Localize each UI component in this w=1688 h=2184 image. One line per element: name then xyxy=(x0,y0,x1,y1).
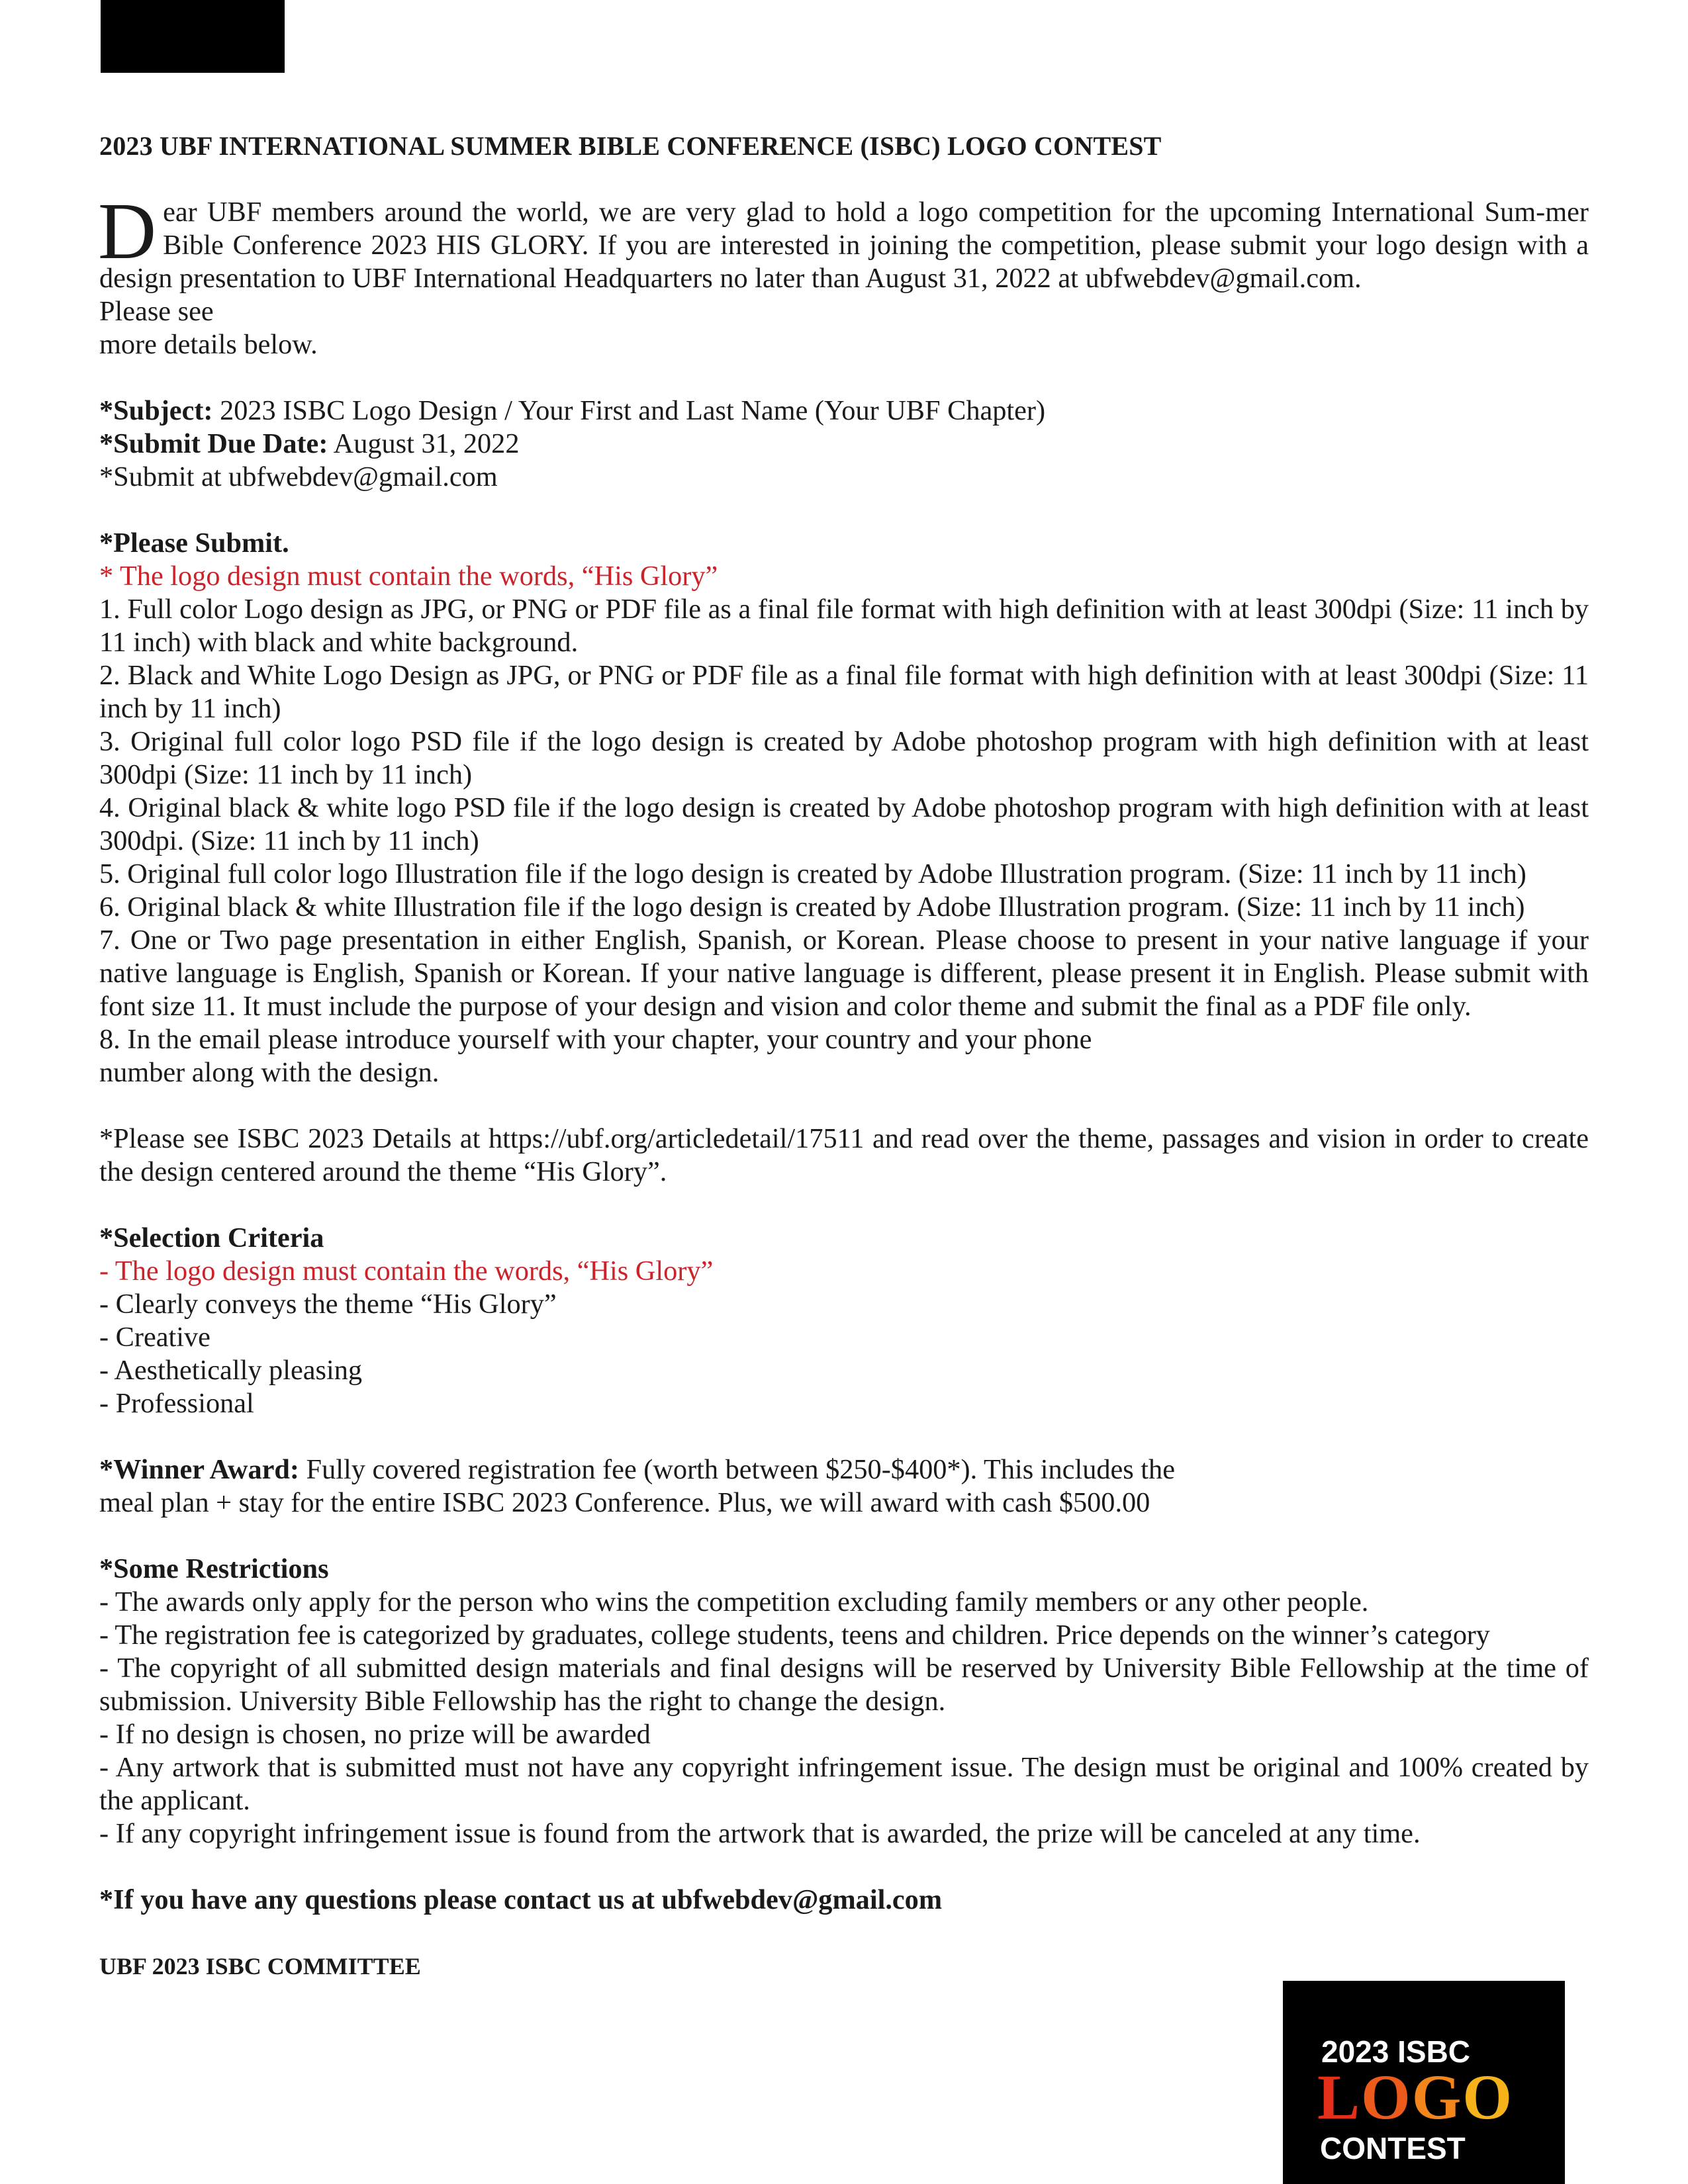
intro-line-please-see: Please see xyxy=(99,296,214,327)
header-black-block xyxy=(101,0,285,73)
due-date-label: *Submit Due Date: xyxy=(99,428,328,459)
drop-cap: D xyxy=(98,187,157,276)
selection-item-3: - Aesthetically pleasing xyxy=(99,1355,363,1386)
committee-signature: UBF 2023 ISBC COMMITTEE xyxy=(99,1953,421,1979)
restriction-item-2: - The registration fee is categorized by graduates, college students, teens and children. Price depends on the winner’s category xyxy=(99,1619,1490,1651)
award-line-1 xyxy=(99,1453,1589,1486)
selection-item-4: - Professional xyxy=(99,1388,254,1419)
award-label: *Winner Award: xyxy=(99,1454,299,1485)
logo-contest-badge xyxy=(1283,1981,1565,2184)
logo-letter-2: O xyxy=(1361,2062,1412,2132)
logo-letter-3: G xyxy=(1411,2062,1463,2132)
selection-item-2: - Creative xyxy=(99,1322,211,1353)
document-body xyxy=(99,130,1589,1983)
selection-item-1: - Clearly conveys the theme “His Glory” xyxy=(99,1289,557,1320)
restrictions-heading-text: *Some Restrictions xyxy=(99,1553,329,1584)
intro-paragraph xyxy=(98,187,1589,295)
subject-line xyxy=(99,394,1589,428)
submit-item-2: 2. Black and White Logo Design as JPG, or PNG or PDF file as a final file format with high definition with at least 300dpi (Size: 11 inch by 11 inch) xyxy=(99,660,1589,724)
restriction-item-4: - If no design is chosen, no prize will be awarded xyxy=(99,1719,651,1750)
intro-text: ear UBF members around the world, we are very glad to hold a logo competition for the upcoming International Sum-mer Bible Conference 2023 HIS GLORY. If you are interested in joining the competition, please submit your logo design with a design presentation to UBF International Headquarters no later than August 31, 2022 at ubfwebdev@gmail.com. xyxy=(99,197,1589,294)
award-line-2: meal plan + stay for the entire ISBC 2023 Conference. Plus, we will award with cash $500.00 xyxy=(99,1487,1150,1518)
due-date-line xyxy=(99,428,1589,461)
award-text-1: Fully covered registration fee (worth between $250-$400*). This includes the xyxy=(299,1454,1175,1485)
submit-item-6: 6. Original black & white Illustration file if the logo design is created by Adobe Illustration program. (Size: 11 inch by 11 inch) xyxy=(99,891,1525,923)
due-date-value: August 31, 2022 xyxy=(328,428,520,459)
submit-item-5: 5. Original full color logo Illustration file if the logo design is created by Adobe Illustration program. (Size: 11 inch by 11 inch) xyxy=(99,858,1526,889)
please-submit-note: * The logo design must contain the words, “His Glory” xyxy=(99,561,718,592)
please-submit-heading xyxy=(99,527,1589,560)
logo-word xyxy=(1317,2062,1514,2132)
contact-text: *If you have any questions please contact us at ubfwebdev@gmail.com xyxy=(99,1884,943,1915)
selection-heading-text: *Selection Criteria xyxy=(99,1222,324,1253)
submit-item-7: 7. One or Two page presentation in either English, Spanish, or Korean. Please choose to present in your native language if your native language is English, Spanish or Korean. If your native language is different, please present it in English. Please submit with font size 11. It must include the purpose of your design and vision and color theme and submit the final as a PDF file only. xyxy=(99,925,1589,1022)
restriction-item-6: - If any copyright infringement issue is found from the artwork that is awarded, the prize will be canceled at any time. xyxy=(99,1818,1421,1849)
submit-item-1: 1. Full color Logo design as JPG, or PNG or PDF file as a final file format with high definition with at least 300dpi (Size: 11 inch by 11 inch) with black and white background. xyxy=(99,594,1589,658)
submit-item-8-line-2: number along with the design. xyxy=(99,1057,440,1088)
submit-item-3: 3. Original full color logo PSD file if the logo design is created by Adobe photoshop program with high definition with at least 300dpi (Size: 11 inch by 11 inch) xyxy=(99,726,1589,790)
please-submit-heading-text: *Please Submit. xyxy=(99,527,289,559)
submit-item-4: 4. Original black & white logo PSD file if the logo design is created by Adobe photoshop program with high definition with at least 300dpi. (Size: 11 inch by 11 inch) xyxy=(99,792,1589,856)
subject-value: 2023 ISBC Logo Design / Your First and Last Name (Your UBF Chapter) xyxy=(212,395,1046,426)
selection-note: - The logo design must contain the words, “His Glory” xyxy=(99,1255,714,1287)
contact-line xyxy=(99,1884,1589,1917)
restriction-item-1: - The awards only apply for the person who wins the competition excluding family members or any other people. xyxy=(99,1586,1369,1617)
logo-contest-text: CONTEST xyxy=(1320,2131,1466,2165)
logo-year-text: 2023 ISBC xyxy=(1321,2034,1471,2069)
restriction-item-3: - The copyright of all submitted design materials and final designs will be reserved by University Bible Fellowship at the time of submission. University Bible Fellowship has the right to change the design. xyxy=(99,1653,1589,1717)
logo-letter-1: L xyxy=(1317,2062,1362,2132)
submit-at-line: *Submit at ubfwebdev@gmail.com xyxy=(99,461,498,492)
selection-heading xyxy=(99,1222,1589,1255)
submit-item-8-line-1: 8. In the email please introduce yourself with your chapter, your country and your phone xyxy=(99,1024,1092,1055)
logo-letter-4: O xyxy=(1462,2062,1514,2132)
restriction-item-5: - Any artwork that is submitted must not have any copyright infringement issue. The design must be original and 100% created by the applicant. xyxy=(99,1752,1589,1816)
subject-label: *Subject: xyxy=(99,395,213,426)
page-title: 2023 UBF INTERNATIONAL SUMMER BIBLE CONFERENCE (ISBC) LOGO CONTEST xyxy=(99,131,1162,161)
intro-line-more-details: more details below. xyxy=(99,329,318,360)
details-note: *Please see ISBC 2023 Details at https://ubf.org/articledetail/17511 and read over the theme, passages and vision in order to create the design centered around the theme “His Glory”. xyxy=(99,1123,1589,1187)
restrictions-heading xyxy=(99,1553,1589,1586)
